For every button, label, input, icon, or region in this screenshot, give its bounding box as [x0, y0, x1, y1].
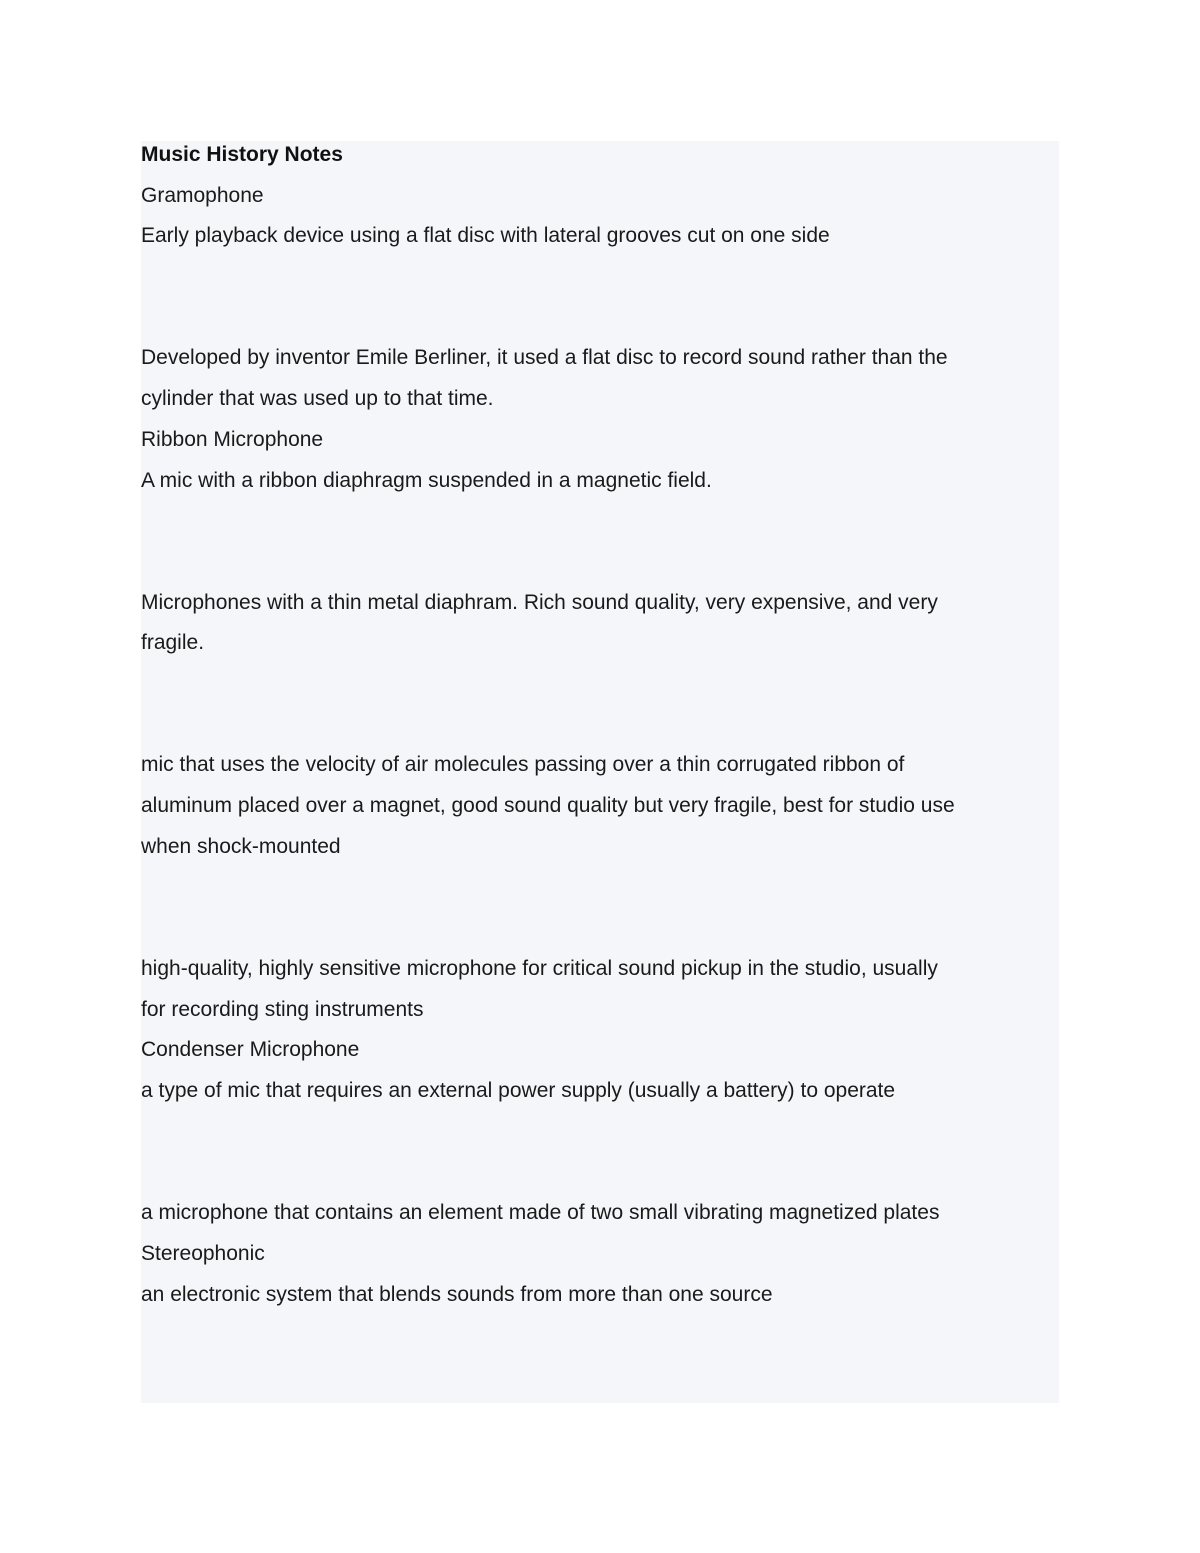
- blank-line: [141, 664, 1059, 705]
- definition-line: fragile.: [141, 631, 205, 655]
- blank-line: [141, 868, 1059, 909]
- blank-line: [141, 908, 1059, 949]
- document-title: Music History Notes: [141, 143, 343, 166]
- blank-line: [141, 1152, 1059, 1193]
- definition-line: high-quality, highly sensitive microphone for critical sound pickup in the studio, usually: [141, 956, 938, 980]
- term-ribbon-microphone: Ribbon Microphone: [141, 427, 324, 451]
- definition-line: for recording sting instruments: [141, 997, 424, 1021]
- definition-line: Microphones with a thin metal diaphram. Rich sound quality, very expensive, and very: [141, 590, 938, 614]
- definition-line: a type of mic that requires an external power supply (usually a battery) to operate: [141, 1079, 896, 1103]
- definition-line: aluminum placed over a magnet, good sound quality but very fragile, best for studio use: [141, 794, 955, 818]
- definition-line: Developed by inventor Emile Berliner, it used a flat disc to record sound rather than the: [141, 346, 948, 370]
- blank-line: [141, 705, 1059, 746]
- blank-line: [141, 501, 1059, 542]
- definition-line: a microphone that contains an element made of two small vibrating magnetized plates: [141, 1201, 940, 1225]
- term-gramophone: Gramophone: [141, 183, 264, 207]
- term-condenser-microphone: Condenser Microphone: [141, 1038, 360, 1062]
- term-stereophonic: Stereophonic: [141, 1241, 265, 1265]
- blank-line: [141, 1112, 1059, 1153]
- definition-line: Early playback device using a flat disc with lateral grooves cut on one side: [141, 224, 830, 248]
- blank-line: [141, 257, 1059, 298]
- definition-line: when shock-mounted: [141, 834, 341, 858]
- blank-line: [141, 542, 1059, 583]
- definition-line: A mic with a ribbon diaphragm suspended in a magnetic field.: [141, 468, 712, 492]
- definition-line: mic that uses the velocity of air molecules passing over a thin corrugated ribbon of: [141, 753, 905, 777]
- definition-line: cylinder that was used up to that time.: [141, 387, 494, 411]
- document-body: [141, 135, 1059, 1315]
- blank-line: [141, 298, 1059, 339]
- definition-line: an electronic system that blends sounds from more than one source: [141, 1282, 773, 1306]
